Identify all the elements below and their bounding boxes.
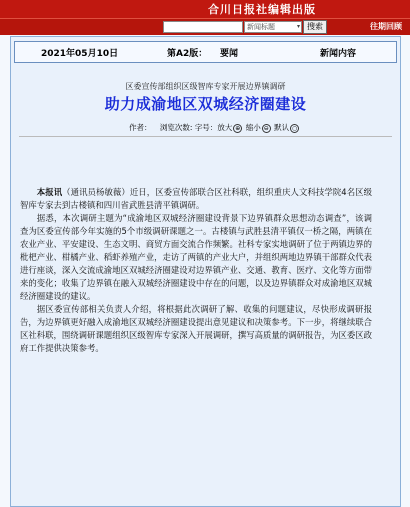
article-body: [20, 186, 372, 355]
issue-page[interactable]: 第A2版：: [167, 49, 208, 59]
article-headline: 助力成渝地区双城经济圈建设: [104, 95, 307, 113]
search-field-select-value: 新闻标题: [247, 23, 275, 31]
meta-divider: [19, 136, 392, 137]
site-title: 合川日报社编辑出版: [208, 3, 316, 16]
author-label: 作者：: [129, 123, 152, 132]
past-issues-link[interactable]: 往期回顾: [370, 22, 402, 31]
default-size-icon[interactable]: ○: [291, 124, 298, 132]
zoom-in-icon[interactable]: ⊕: [235, 124, 241, 132]
article-meta: [129, 122, 300, 133]
zoom-out-icon[interactable]: ⊖: [263, 124, 269, 132]
zoom-in-label: 放大: [217, 123, 233, 132]
issue-info-bar: [14, 41, 397, 63]
font-size-label: 字号：: [194, 123, 218, 132]
article-kicker: 区委宣传部组织区级智库专家开展边界镇调研: [125, 82, 286, 91]
article-paragraph-lead: [20, 186, 372, 212]
content-label: 新闻内容: [320, 49, 357, 59]
top-banner: [0, 0, 410, 18]
views-label: 浏览次数:: [159, 123, 193, 132]
article-paragraph-2: 据悉，本次调研主题为“成渝地区双城经济圈建设背景下边界镇群众思想动态调查”，该调查为区委宣传部今年实施的5个市级调研课题之一。古楼镇与武胜县清平镇仅一桥之隔，两镇在农业产业、平安建设、生态文明、商贸方面交流合作频繁。社科专家实地调研了位于两镇边界的枇杷产业、柑橘产业、稻虾养殖产业，走访了两镇的产业大户，并组织两地边界镇干部群众代表进行座谈，深入交流成渝地区双城经济圈建设对边界镇产业、交通、教育、医疗、文化等方面带来的变化；收集了边界镇在融入双城经济圈建设中存在的问题，以及边界镇群众对成渝地区双城经济圈建设的建议。: [20, 213, 372, 301]
issue-date: 2021年05月10日: [41, 49, 119, 59]
search-field-select[interactable]: [244, 21, 302, 33]
lead-label: 本报讯: [36, 187, 63, 197]
issue-section: 要闻: [220, 49, 239, 59]
article-paragraph-3: 据区委宣传部相关负责人介绍，将根据此次调研了解、收集的问题建议，尽快形成调研报告，为边界镇更好融入成渝地区双城经济圈建设提出意见建议和决策参考。下一步，将继续联合区社科联，围绕调研课题组织区级智库专家深入开展调研，撰写高质量的调研报告，为区委区政府工作提供决策参考。: [20, 304, 372, 353]
search-bar: [0, 18, 410, 35]
search-button[interactable]: 搜索: [303, 20, 327, 34]
lead-text: （通讯员杨敏薇）近日，区委宣传部联合区社科联，组织重庆人文科技学院4名区级智库专家去到古楼镇和四川省武胜县清平镇调研。: [20, 187, 372, 210]
default-size-label: 默认: [274, 123, 290, 132]
search-input[interactable]: [163, 21, 243, 33]
zoom-out-label: 缩小: [245, 123, 261, 132]
chevron-down-icon: ▾: [296, 23, 300, 30]
